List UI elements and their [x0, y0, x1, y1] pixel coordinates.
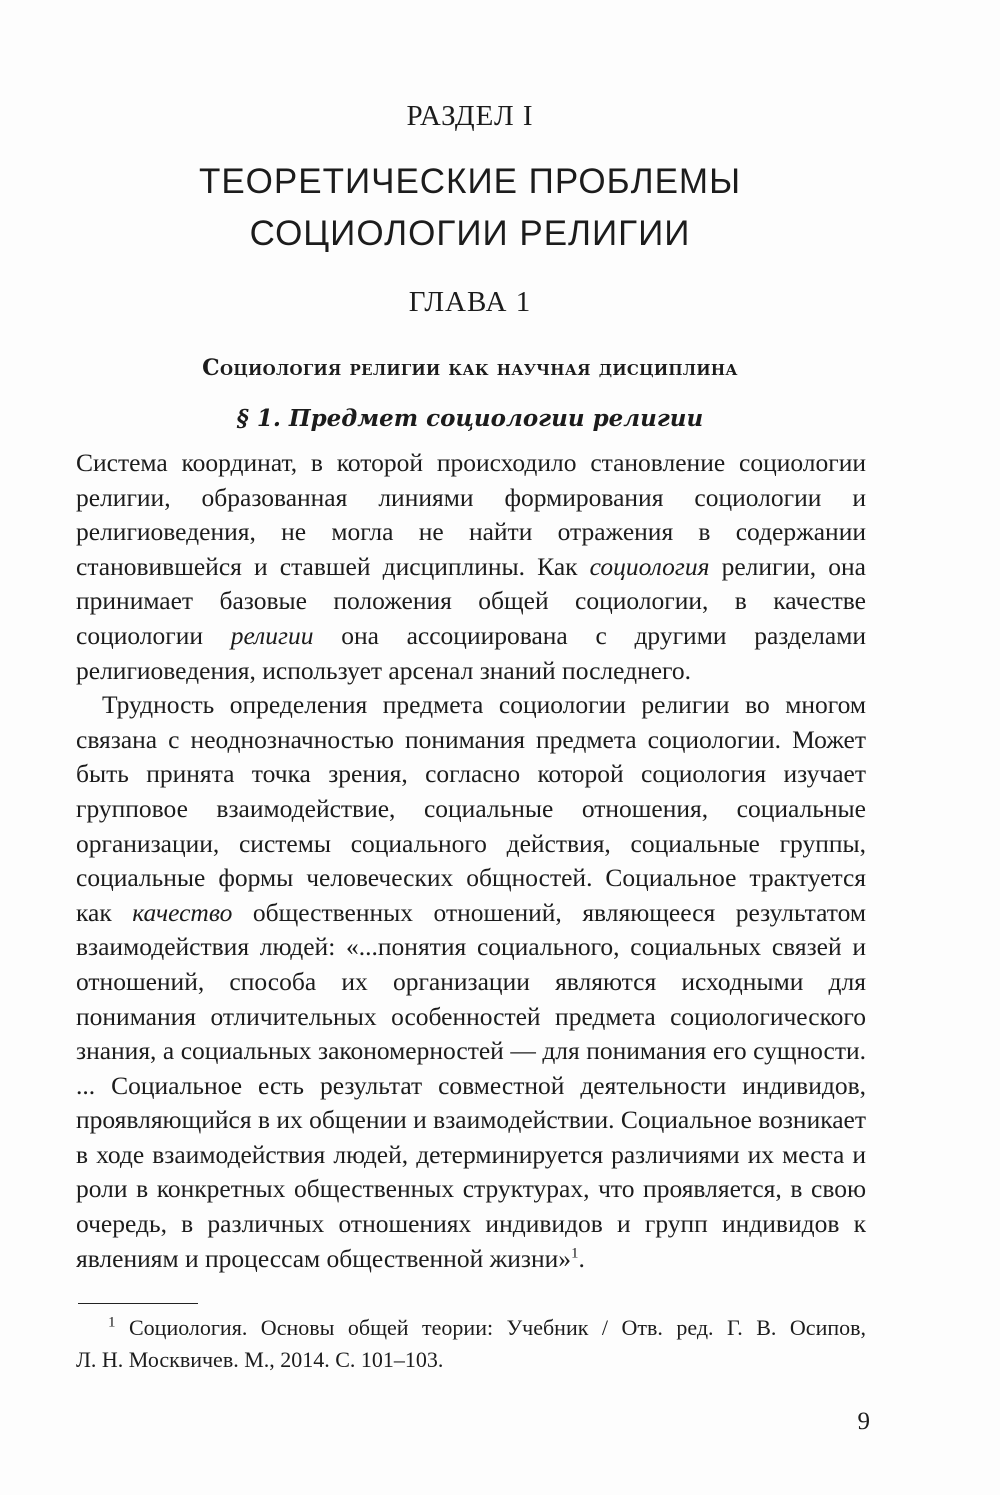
paragraph-2-text-a: Трудность определения предмета социологии религии во многом связана с неоднозначностью понимания предмета социологии. Может быть принята точка зрения, согласно которой социология изучает групповое взаимодействие, социальные отношения, социальные организации, системы социального действия, социальные группы, социальные формы человеческих общностей. Социальное трактуется как	[76, 690, 866, 927]
part-title-line-1: ТЕОРЕТИЧЕСКИЕ ПРОБЛЕМЫ	[198, 162, 742, 201]
paragraph-2-italic-a: качество	[132, 897, 233, 927]
paragraph-1-italic-b: религии	[230, 620, 314, 650]
section-label: РАЗДЕЛ I	[406, 100, 534, 132]
paragraph-2	[76, 688, 866, 1276]
body-text	[76, 446, 866, 1276]
paragraph-1-text-b: религии, она принимает базовые положения общей социологии, в качестве социологии	[76, 551, 866, 650]
footnote-line-2: Л. Н. Москвичев. М., 2014. С. 101–103.	[76, 1347, 444, 1372]
footnote-reference: 1	[570, 1245, 579, 1262]
footnote	[76, 1312, 866, 1376]
paragraph-1-text-c: она ассоциирована с другими разделами религиоведения, использует арсенал знаний последнего.	[76, 620, 866, 685]
footnote-line-1-text: Социология. Основы общей теории: Учебник / Отв. ред. Г. В. Осипов,	[129, 1315, 867, 1340]
chapter-label: ГЛАВА 1	[408, 286, 532, 318]
chapter-title: Социология религии как научная дисциплина	[202, 355, 738, 381]
footnote-marker: 1	[108, 1314, 116, 1331]
paragraph-title: § 1. Предмет социологии религии	[236, 405, 704, 432]
page-number: 9	[857, 1408, 870, 1435]
paragraph-1	[76, 446, 866, 688]
paragraph-2-text-c: .	[578, 1243, 585, 1273]
part-title-line-2: СОЦИОЛОГИИ РЕЛИГИИ	[249, 214, 691, 253]
paragraph-1-italic-a: социология	[589, 551, 710, 581]
paragraph-1-text-a: Система координат, в которой происходило становление социологии религии, образованная линиями формирования социологии и религиоведения, не могла не найти отражения в содержании становившейся и ставшей дисциплины. Как	[76, 448, 866, 581]
paragraph-2-text-b: общественных отношений, являющееся результатом взаимодействия людей: «...понятия социального, социальных связей и отношений, способа их организации являются исходными для понимания отличительных особенностей предмета социологического знания, а социальных закономерностей — для понимания его сущности. ... Социальное есть результат совместной деятельности индивидов, проявляющийся в их общении и взаимодействии. Социальное возникает в ходе взаимодействия людей, детерминируется различиями их места и роли в конкретных общественных структурах, что проявляется, в свою очередь, в различных отношениях индивидов и групп индивидов к явлениям и процессам общественной жизни»	[76, 897, 866, 1273]
part-title	[0, 156, 940, 260]
footnote-divider	[78, 1303, 198, 1304]
footnote-line-1	[76, 1312, 866, 1344]
